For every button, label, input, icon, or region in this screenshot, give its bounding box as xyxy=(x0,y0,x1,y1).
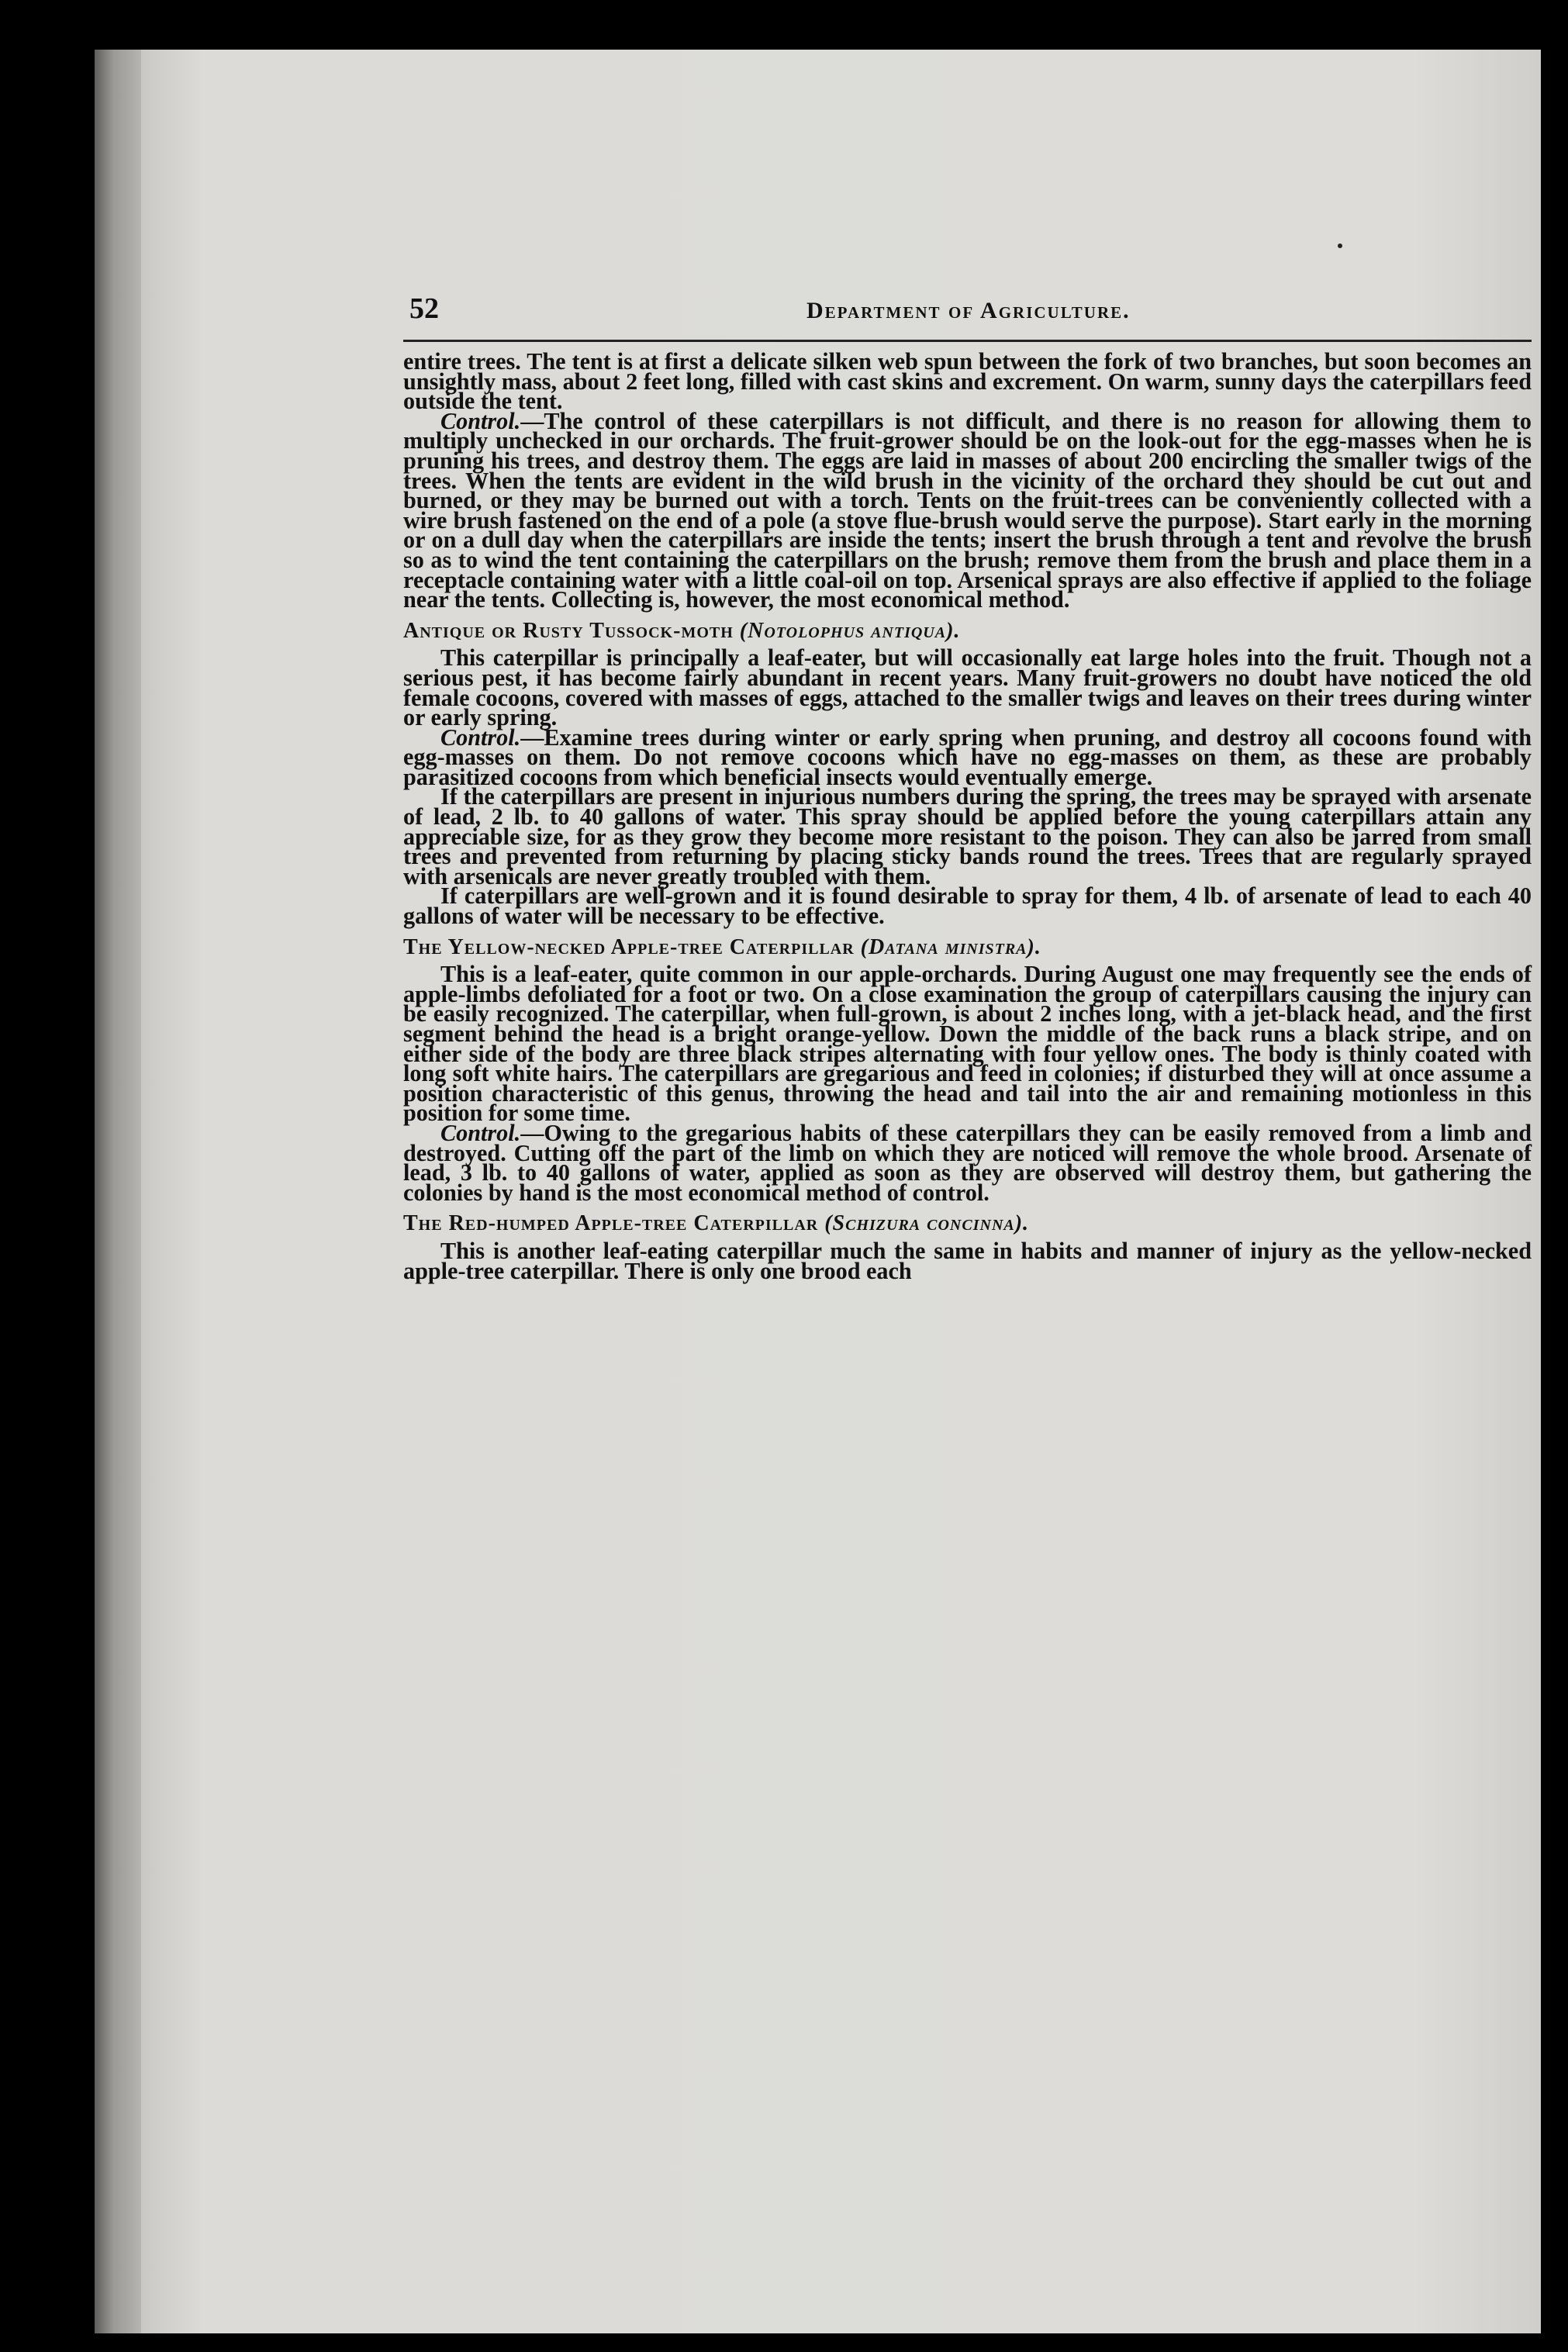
paragraph xyxy=(403,407,1532,613)
paragraph-text: —Examine trees during winter or early spring when pruning, and destroy all cocoons found with egg-masses on them. Do not remove cocoons which have no egg-masses on them, as these are probably parasitized cocoons from which beneficial insects would eventually emerge. xyxy=(403,724,1532,790)
paragraph-text: This is a leaf-eater, quite common in our apple-orchards. During August one may frequently see the ends of apple-limbs defoliated for a foot or two. On a close examination the group of caterpillars causing the injury can be easily recognized. The caterpillar, when full-grown, is about 2 inches long, with a jet-black head, and the first segment behind the head is a bright orange-yellow. Down the middle of the back runs a black stripe, and on either side of the body are three black stripes alternating with four yellow ones. The body is thinly coated with long soft white hairs. The caterpillars are gregarious and feed in colonies; if disturbed they will at once assume a position characteristic of this genus, throwing the head and tail into the air and remaining motionless in this position for some time. xyxy=(403,961,1532,1127)
section-heading xyxy=(403,618,1532,643)
paragraph xyxy=(403,1119,1532,1206)
paragraph-text: If the caterpillars are present in injurious numbers during the spring, the trees may be sprayed with arsenate of lead, 2 lb. to 40 gallons of water. This spray should be applied before the young caterpillars attain any appreciable size, for as they grow they become more resistant to the poison. They can also be jarred from small trees and prevented from returning by placing sticky bands round the trees. Trees that are regularly sprayed with arsenicals are never greatly troubled with them. xyxy=(403,783,1532,889)
paragraph xyxy=(403,882,1532,930)
paragraph-lead: Control. xyxy=(440,724,521,751)
page-gutter-shadow xyxy=(95,50,141,2333)
paragraph xyxy=(403,961,1532,1127)
paragraph xyxy=(403,724,1532,790)
running-head: Department of Agriculture. xyxy=(806,298,1131,323)
paragraph xyxy=(403,1237,1532,1284)
paragraph xyxy=(403,644,1532,731)
paragraph-text: If caterpillars are well-grown and it is found desirable to spray for them, 4 lb. of arsenate of lead to each 40 gallons of water will be necessary to be effective. xyxy=(403,882,1532,930)
section-heading-latin: (Schizura concinna). xyxy=(824,1211,1030,1236)
paragraph-text: —The control of these caterpillars is not difficult, and there is no reason for allowing them to multiply unchecked in our orchards. The fruit-grower should be on the look-out for the egg-masses when he is pruning his trees, and destroy them. The eggs are laid in masses of about 200 encircling the smaller twigs of the trees. When the tents are evident in the wild brush in the vicinity of the orchard they should be cut out and burned, or they may be burned out with a torch. Tents on the fruit-trees can be conveniently collected with a wire brush fastened on the end of a pole (a stove flue-brush would serve the purpose). Start early in the morning or on a dull day when the caterpillars are inside the tents; insert the brush through a tent and revolve the brush so as to wind the tent containing the caterpillars on the brush; remove them from the brush and place them in a receptacle containing water with a little coal-oil on top. Arsenical sprays are also effective if applied to the foliage near the tents. Collecting is, however, the most economical method. xyxy=(403,407,1532,613)
section-heading-latin: (Datana ministra). xyxy=(860,934,1041,959)
page-header xyxy=(403,275,1532,329)
page-content xyxy=(403,275,1532,1284)
paragraph xyxy=(403,348,1532,415)
paragraph-text: This is another leaf-eating caterpillar much the same in habits and manner of injury as the yellow-necked apple-tree caterpillar. There is only one brood each xyxy=(403,1237,1532,1284)
section-heading xyxy=(403,1211,1532,1236)
page-number: 52 xyxy=(409,292,439,325)
header-rule xyxy=(403,340,1532,342)
paragraph-lead: Control. xyxy=(440,1119,521,1146)
paragraph xyxy=(403,783,1532,889)
body-text xyxy=(403,348,1532,1284)
paragraph-text: —Owing to the gregarious habits of these caterpillars they can be easily removed from a limb and destroyed. Cutting off the part of the limb on which they are noticed will remove the whole brood. Arsenate of lead, 3 lb. to 40 gallons of water, applied as soon as they are observed will destroy them, but gathering the colonies by hand is the most economical method of control. xyxy=(403,1119,1532,1206)
scanned-page xyxy=(95,50,1541,2333)
paragraph-lead: Control. xyxy=(440,407,521,434)
paragraph-text: This caterpillar is principally a leaf-eater, but will occasionally eat large holes into the fruit. Though not a serious pest, it has become fairly abundant in recent years. Many fruit-growers no doubt have noticed the old female cocoons, covered with masses of eggs, attached to the smaller twigs and leaves on their trees during winter or early spring. xyxy=(403,644,1532,731)
section-heading-title: The Yellow-necked Apple-tree Caterpillar xyxy=(403,934,855,959)
speck xyxy=(1338,243,1342,248)
section-heading xyxy=(403,934,1532,959)
section-heading-title: The Red-humped Apple-tree Caterpillar xyxy=(403,1211,819,1236)
paragraph-text: entire trees. The tent is at first a delicate silken web spun between the fork of two branches, but soon becomes an unsightly mass, about 2 feet long, filled with cast skins and excrement. On warm, sunny days the caterpillars feed outside the tent. xyxy=(403,348,1532,415)
section-heading-latin: (Notolophus antiqua). xyxy=(739,618,961,643)
section-heading-title: Antique or Rusty Tussock-moth xyxy=(403,618,734,643)
